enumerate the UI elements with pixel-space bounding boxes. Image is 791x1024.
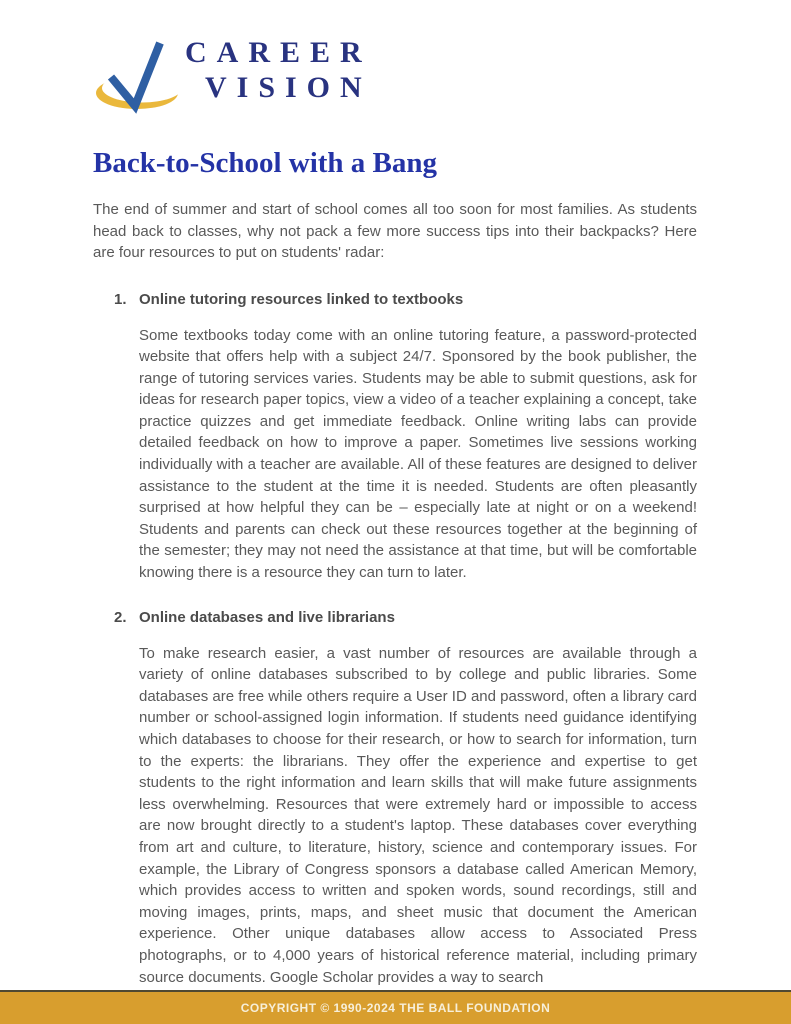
item-1-paragraph: Some textbooks today come with an online tutoring feature, a password-protected website that offers help with a subject 24/7. Sponsored by the book publisher, the range of tutoring services varies. Students may be able to submit questions, ask for ideas for research paper topics, view a video of a teacher explaining a concept, take practice quizzes and get immediate feedback. Online writing labs can provide detailed feedback on how to improve a paper. Sometimes live sessions working individually with a teacher are available. All of these features are designed to deliver assistance to the student at the time it is needed. Students are often pleasantly surprised at how helpful they can be – especially late at night or on a weekend! Students and parents can check out these resources together at the beginning of the semester; they may not need the assistance at that time, but will be comfortable knowing there is a resource they can turn to later.	[139, 326, 697, 582]
list-item-2	[93, 607, 697, 1012]
logo-text	[185, 34, 372, 105]
checkmark-swoosh-icon	[93, 36, 183, 116]
item-2-content	[139, 607, 697, 1012]
item-2-number: 2.	[114, 608, 127, 626]
item-1-content	[139, 289, 697, 607]
career-vision-logo	[93, 34, 697, 116]
page-title: Back-to-School with a Bang	[93, 147, 438, 179]
list-item-1	[93, 289, 697, 607]
item-1-heading: Online tutoring resources linked to textbooks	[139, 290, 464, 308]
item-2-heading: Online databases and live librarians	[139, 608, 395, 626]
logo-line-vision: VISION	[204, 71, 372, 104]
logo-line-career: CAREER	[185, 36, 372, 69]
item-1-number: 1.	[114, 290, 127, 308]
intro-paragraph: The end of summer and start of school comes all too soon for most families. As students head back to classes, why not pack a few more success tips into their backpacks? Here are four resources to put on students' radar:	[93, 201, 697, 261]
item-2-paragraph: To make research easier, a vast number of resources are available through a variety of online databases subscribed to by college and public libraries. Some databases are free while others require a User ID and password, often a library card number or school-assigned login information. If students need guidance identifying which databases to choose for their research, or how to search for information, turn to the experts: the librarians. They offer the experience and expertise to get students to the right information and learn skills that will make future assignments less overwhelming. Resources that were extremely hard or impossible to access are now brought directly to a student's laptop. These databases cover everything from art and culture, to literature, history, science and contemporary issues. For example, the Library of Congress sponsors a database called American Memory, which provides access to written and spoken words, sound recordings, still and moving images, prints, maps, and sheet music that document the American experience. Other unique databases allow access to Associated Press photographs, or to 4,000 years of historical reference material, including primary source documents. Google Scholar provides a way to search	[139, 644, 697, 986]
footer-bar	[0, 990, 791, 1024]
copyright-text: COPYRIGHT © 1990-2024 THE BALL FOUNDATION	[240, 1001, 551, 1015]
numbered-list	[93, 289, 697, 1012]
